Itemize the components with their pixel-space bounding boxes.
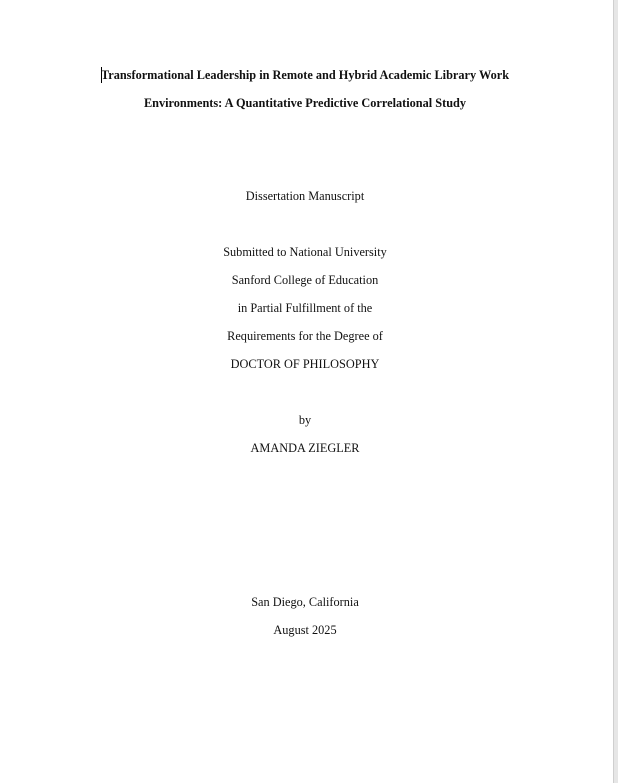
- fulfillment-text: in Partial Fulfillment of the: [237, 301, 373, 315]
- by-text: by: [298, 413, 312, 427]
- location-text: San Diego, California: [251, 595, 359, 609]
- author-name: AMANDA ZIEGLER: [250, 441, 360, 455]
- submitted-to: Submitted to National University: [223, 245, 387, 259]
- title-line-2: Environments: A Quantitative Predictive Correlational Study: [143, 96, 467, 110]
- requirements-text: Requirements for the Degree of: [227, 329, 383, 343]
- college-name: Sanford College of Education: [231, 273, 379, 287]
- page-edge-strip: [613, 0, 618, 783]
- manuscript-type: Dissertation Manuscript: [245, 189, 365, 203]
- date-text: August 2025: [273, 623, 337, 637]
- degree-name: DOCTOR OF PHILOSOPHY: [230, 357, 380, 371]
- title-line-1: Transformational Leadership in Remote and Hybrid Academic Library Work: [100, 68, 510, 82]
